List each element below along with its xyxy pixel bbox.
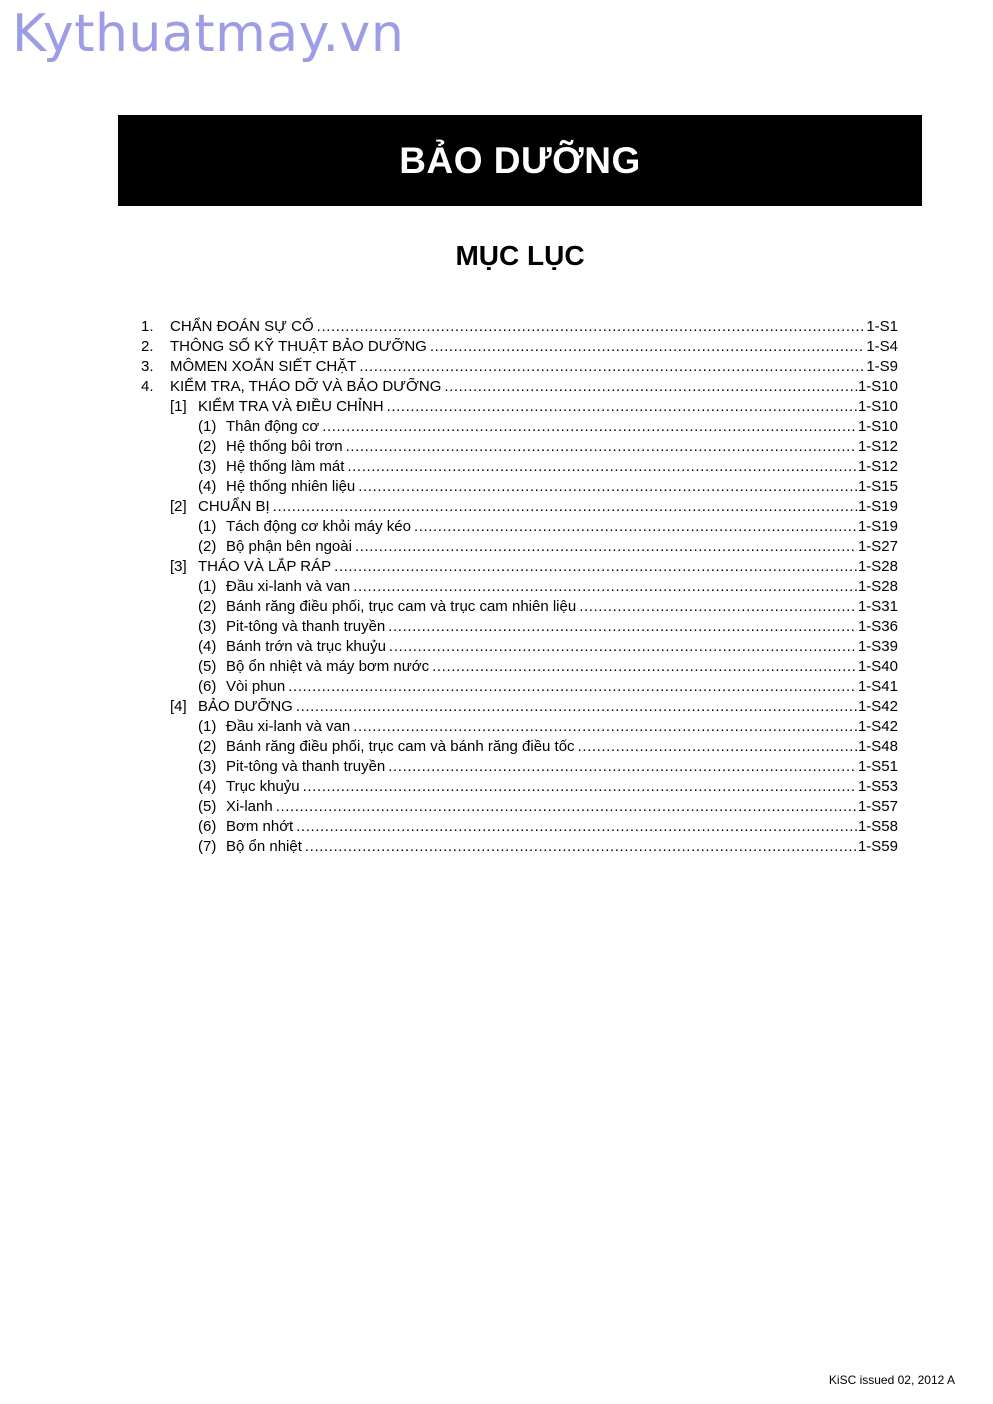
- toc-entry-number: (4): [198, 478, 217, 495]
- toc-entry-title: Vòi phun: [226, 678, 286, 695]
- dot-leader: [322, 417, 857, 437]
- toc-entry-title: Bộ ổn nhiệt: [226, 838, 302, 855]
- toc-entry-title: Pit-tông và thanh truyền: [226, 618, 386, 635]
- toc-entry-number: (1): [198, 518, 217, 535]
- toc-entry-page: 1-S59: [857, 838, 898, 855]
- toc-entry[interactable]: [141, 737, 898, 757]
- toc-entry-page: 1-S31: [857, 598, 898, 615]
- dot-leader: [334, 557, 857, 577]
- toc-entry[interactable]: [141, 577, 898, 597]
- toc-entry-number: (2): [198, 438, 217, 455]
- toc-entry-page: 1-S12: [857, 438, 898, 455]
- toc-entry-page: 1-S53: [857, 778, 898, 795]
- dot-leader: [359, 357, 865, 377]
- toc-entry-title: Tách động cơ khỏi máy kéo: [226, 518, 411, 535]
- toc-entry-page: 1-S58: [857, 818, 898, 835]
- toc-entry-page: 1-S28: [857, 558, 898, 575]
- toc-entry[interactable]: [141, 357, 898, 377]
- dot-leader: [387, 397, 857, 417]
- toc-entry-title: Bánh trớn và trục khuỷu: [226, 638, 386, 655]
- toc-entry-number: 4.: [141, 378, 154, 395]
- toc-entry-number: (6): [198, 818, 217, 835]
- toc-entry-title: Bộ phận bên ngoài: [226, 538, 352, 555]
- toc-entry[interactable]: [141, 717, 898, 737]
- toc-entry-title: KIỂM TRA VÀ ĐIỀU CHỈNH: [198, 398, 384, 415]
- dot-leader: [355, 537, 857, 557]
- toc-entry-number: (1): [198, 718, 217, 735]
- toc-entry-title: Đầu xi-lanh và van: [226, 578, 351, 595]
- toc-entry-title: Hệ thống làm mát: [226, 458, 345, 475]
- toc-entry-number: (3): [198, 618, 217, 635]
- toc-entry-number: (3): [198, 458, 217, 475]
- toc-entry-title: Trục khuỷu: [226, 778, 300, 795]
- dot-leader: [444, 377, 857, 397]
- dot-leader: [288, 677, 857, 697]
- toc-entry-title: Bơm nhớt: [226, 818, 294, 835]
- footer-issue-note: KiSC issued 02, 2012 A: [828, 1373, 955, 1387]
- toc-entry[interactable]: [141, 657, 898, 677]
- toc-entry-page: 1-S42: [857, 718, 898, 735]
- toc-entry-page: 1-S1: [866, 318, 898, 335]
- dot-leader: [273, 497, 857, 517]
- dot-leader: [296, 697, 857, 717]
- toc-entry-title: Hệ thống nhiên liệu: [226, 478, 356, 495]
- toc-entry-title: Bánh răng điều phối, trục cam và bánh răng điều tốc: [226, 738, 575, 755]
- toc-entry-page: 1-S42: [857, 698, 898, 715]
- page-title: BẢO DƯỠNG: [399, 139, 641, 181]
- toc-heading: MỤC LỤC: [455, 240, 585, 271]
- toc-entry-page: 1-S19: [857, 518, 898, 535]
- toc-entry-page: 1-S15: [857, 478, 898, 495]
- toc-entry-title: Thân động cơ: [226, 418, 320, 435]
- toc-entry-page: 1-S41: [857, 678, 898, 695]
- toc-entry-page: 1-S40: [857, 658, 898, 675]
- toc-entry-page: 1-S10: [857, 398, 898, 415]
- toc-entry[interactable]: [141, 617, 898, 637]
- toc-entry-page: 1-S57: [857, 798, 898, 815]
- toc-entry[interactable]: [141, 797, 898, 817]
- toc-entry-title: Bánh răng điều phối, trục cam và trục cam nhiên liệu: [226, 598, 577, 615]
- toc-entry-page: 1-S19: [857, 498, 898, 515]
- dot-leader: [303, 777, 857, 797]
- toc-entry-page: 1-S48: [857, 738, 898, 755]
- toc-entry-number: 3.: [141, 358, 154, 375]
- dot-leader: [430, 337, 865, 357]
- toc-entry-title: THÁO VÀ LẮP RÁP: [198, 558, 332, 575]
- toc-entry-number: (2): [198, 538, 217, 555]
- toc-entry-number: (5): [198, 798, 217, 815]
- toc-entry[interactable]: [141, 337, 898, 357]
- dot-leader: [276, 797, 857, 817]
- toc-entry[interactable]: [141, 837, 898, 857]
- toc-entry-number: (1): [198, 578, 217, 595]
- toc-entry-number: (6): [198, 678, 217, 695]
- toc-entry-title: THÔNG SỐ KỸ THUẬT BẢO DƯỠNG: [170, 338, 427, 355]
- toc-entry[interactable]: [141, 777, 898, 797]
- toc-entry-title: Pit-tông và thanh truyền: [226, 758, 386, 775]
- toc-entry-number: (2): [198, 598, 217, 615]
- toc-entry-number: 2.: [141, 338, 154, 355]
- toc-entry-number: [1]: [170, 398, 187, 415]
- dot-leader: [305, 837, 857, 857]
- toc-entry-number: [3]: [170, 558, 187, 575]
- toc-entry-title: Xi-lanh: [226, 798, 273, 815]
- toc-entry[interactable]: [141, 377, 898, 397]
- toc-entry-page: 1-S36: [857, 618, 898, 635]
- toc-entry[interactable]: [141, 537, 898, 557]
- toc-entry[interactable]: [141, 417, 898, 437]
- dot-leader: [347, 457, 857, 477]
- toc-entry-title: Bộ ổn nhiệt và máy bơm nước: [226, 658, 430, 675]
- dot-leader: [358, 477, 857, 497]
- toc-entry-number: 1.: [141, 318, 154, 335]
- toc-entry-page: 1-S10: [857, 418, 898, 435]
- toc-entry-number: (3): [198, 758, 217, 775]
- toc-entry-number: [2]: [170, 498, 187, 515]
- toc-entry[interactable]: [141, 697, 898, 717]
- toc-entry[interactable]: [141, 757, 898, 777]
- toc-entry-title: Đầu xi-lanh và van: [226, 718, 351, 735]
- dot-leader: [353, 577, 857, 597]
- toc-entry-number: (1): [198, 418, 217, 435]
- toc-entry-title: CHẨN ĐOÁN SỰ CỐ: [170, 318, 314, 335]
- dot-leader: [432, 657, 857, 677]
- toc-entry-page: 1-S28: [857, 578, 898, 595]
- toc-entry-number: (4): [198, 778, 217, 795]
- toc-entry-title: BẢO DƯỠNG: [198, 698, 293, 715]
- toc-entry-number: (7): [198, 838, 217, 855]
- toc-entry-number: (5): [198, 658, 217, 675]
- dot-leader: [388, 617, 857, 637]
- watermark: Kythuatmay.vn: [12, 4, 405, 64]
- toc-entry-number: (2): [198, 738, 217, 755]
- toc-entry-page: 1-S51: [857, 758, 898, 775]
- toc-entry-number: [4]: [170, 698, 187, 715]
- toc-entry[interactable]: [141, 477, 898, 497]
- toc-entry-number: (4): [198, 638, 217, 655]
- toc-entry-title: Hệ thống bôi trơn: [226, 438, 343, 455]
- toc-entry[interactable]: [141, 597, 898, 617]
- toc-entry[interactable]: [141, 397, 898, 417]
- toc-entry-page: 1-S4: [866, 338, 898, 355]
- toc-entry[interactable]: [141, 437, 898, 457]
- toc-entry-page: 1-S27: [857, 538, 898, 555]
- toc-entry[interactable]: [141, 317, 898, 337]
- toc-entry[interactable]: [141, 557, 898, 577]
- dot-leader: [388, 757, 857, 777]
- toc-entry[interactable]: [141, 817, 898, 837]
- toc-entry-page: 1-S10: [857, 378, 898, 395]
- dot-leader: [578, 737, 857, 757]
- table-of-contents: [141, 317, 898, 857]
- dot-leader: [346, 437, 857, 457]
- dot-leader: [414, 517, 857, 537]
- toc-entry[interactable]: [141, 517, 898, 537]
- title-banner: [118, 115, 922, 206]
- dot-leader: [389, 637, 857, 657]
- dot-leader: [579, 597, 857, 617]
- toc-entry-title: MÔMEN XOẮN SIẾT CHẶT: [170, 358, 357, 375]
- toc-entry-title: KIỂM TRA, THÁO DỠ VÀ BẢO DƯỠNG: [170, 378, 442, 395]
- dot-leader: [353, 717, 857, 737]
- toc-entry-page: 1-S12: [857, 458, 898, 475]
- toc-entry[interactable]: [141, 497, 898, 517]
- toc-entry-title: CHUẨN BỊ: [198, 498, 270, 515]
- toc-entry-page: 1-S39: [857, 638, 898, 655]
- toc-entry[interactable]: [141, 677, 898, 697]
- toc-entry[interactable]: [141, 457, 898, 477]
- dot-leader: [317, 317, 866, 337]
- dot-leader: [296, 817, 857, 837]
- toc-entry-page: 1-S9: [866, 358, 898, 375]
- toc-entry[interactable]: [141, 637, 898, 657]
